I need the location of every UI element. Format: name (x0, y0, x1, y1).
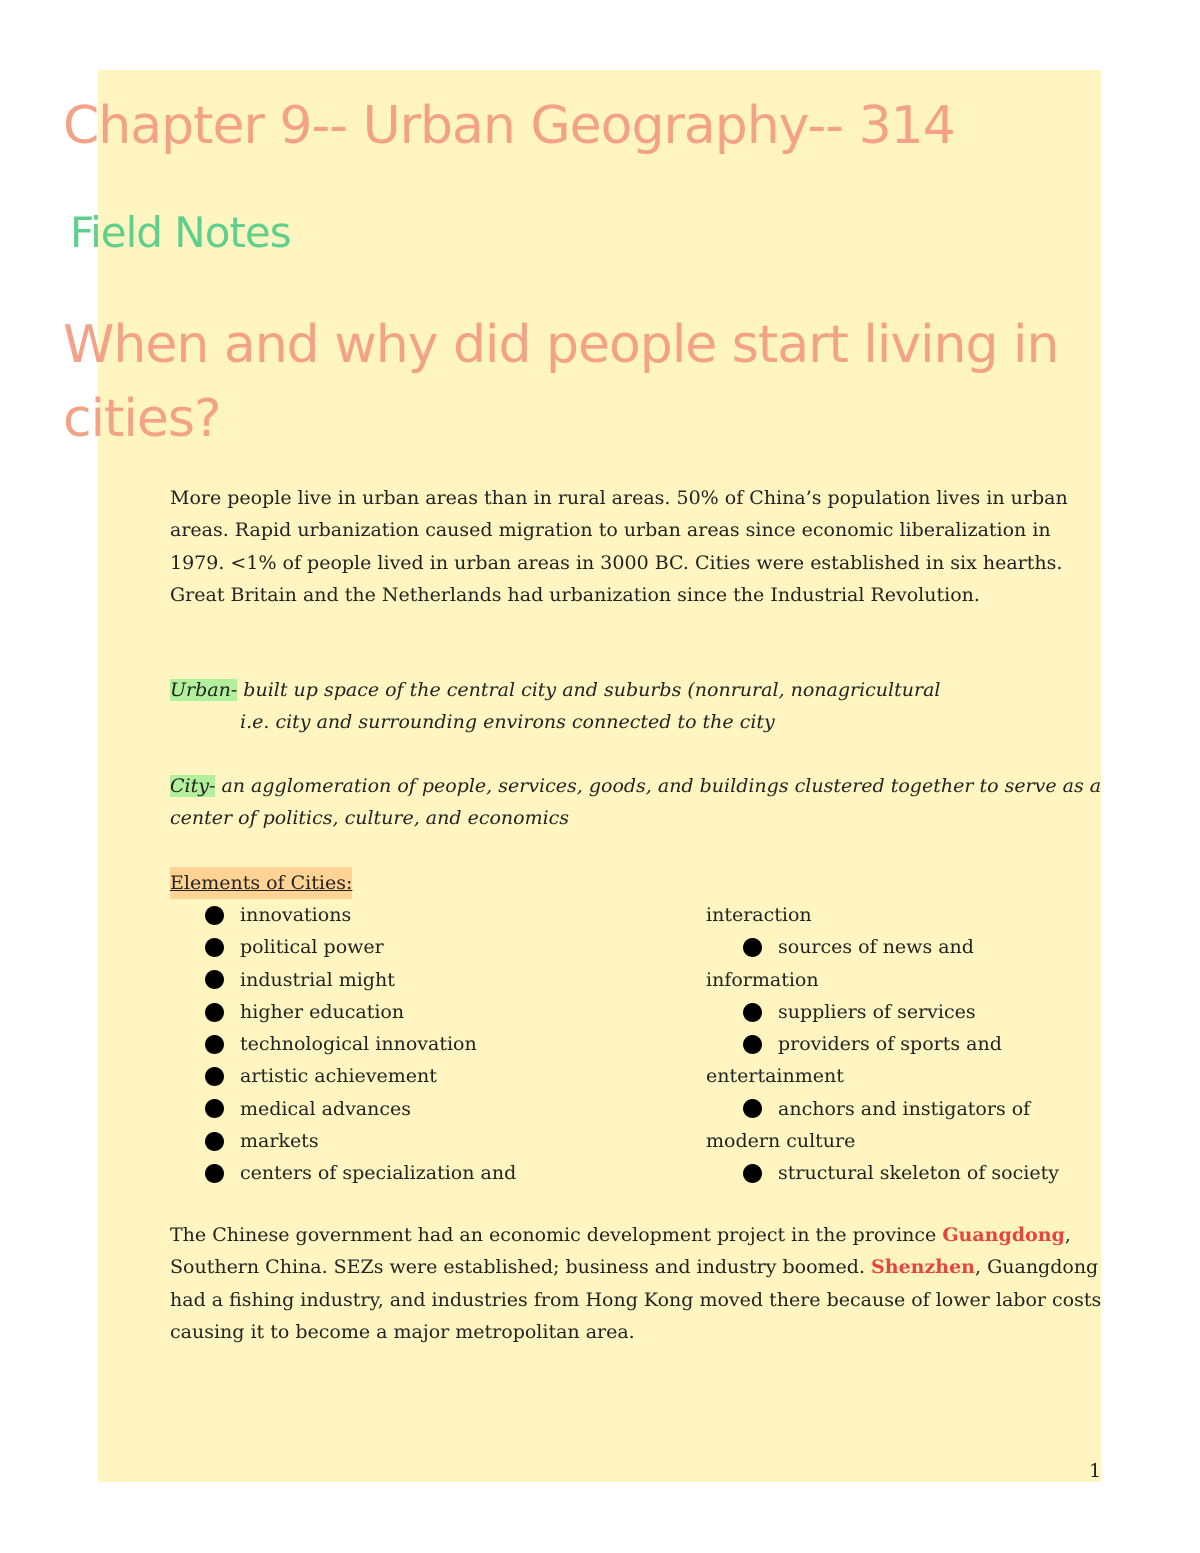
bullet-icon (205, 1099, 224, 1118)
list-item (706, 1093, 1106, 1125)
list-item-label: artistic achievement (240, 1065, 437, 1088)
term-urban: Urban- (170, 679, 238, 701)
list-item-continuation (706, 964, 1106, 996)
definition-urban-line (170, 674, 1110, 706)
list-item (706, 1028, 1106, 1060)
bullet-icon (205, 1035, 224, 1054)
place-guangdong: Guangdong (942, 1224, 1065, 1246)
definition-city-line (170, 770, 1110, 835)
list-item-label: industrial might (240, 968, 395, 991)
list-item-label: providers of sports and (778, 1033, 1002, 1056)
list-item-continuation (706, 1125, 1106, 1157)
list-item (706, 931, 1106, 963)
closing-paragraph (170, 1219, 1110, 1348)
closing-text-1: The Chinese government had an economic development project in the province (170, 1224, 943, 1246)
definition-urban-continuation-line (170, 706, 1110, 738)
bullet-icon (205, 1003, 224, 1022)
closing-text-3: , Guangdong had a fishing industry, and industries from Hong Kong moved there because of lower labor costs causing it to become a major metropolitan area. (170, 1256, 1102, 1343)
list-item-label: modern culture (706, 1130, 856, 1153)
bullet-icon (743, 1099, 762, 1118)
list-item-label: innovations (240, 904, 352, 926)
list-item (205, 1028, 685, 1060)
list-item-label: sources of news and (778, 936, 974, 959)
list-item-label: suppliers of services (778, 1000, 976, 1023)
definition-urban-continuation: i.e. city and surrounding environs connected to the city (240, 711, 775, 734)
list-item-label: anchors and instigators of (778, 1097, 1031, 1120)
list-item (706, 1157, 1106, 1189)
elements-list-left (205, 899, 685, 1190)
term-city: City- (170, 775, 216, 797)
bullet-icon (205, 1067, 224, 1086)
list-item-label: technological innovation (240, 1033, 477, 1056)
closing-text-2: , Southern China. SEZs were established; business and industry boomed. (170, 1224, 1071, 1279)
list-item (706, 996, 1106, 1028)
list-item-continuation (706, 899, 1106, 931)
list-item-label: interaction (706, 904, 812, 926)
list-item (205, 1157, 685, 1189)
elements-heading: Elements of Cities: (170, 867, 352, 899)
list-item-label: entertainment (706, 1065, 844, 1088)
list-item-continuation (706, 1060, 1106, 1092)
bullet-icon (743, 1003, 762, 1022)
list-item-label: information (706, 968, 819, 991)
list-item-label: markets (240, 1130, 319, 1153)
bullet-icon (743, 938, 762, 957)
bullet-icon (205, 938, 224, 957)
definition-city (170, 770, 1110, 835)
bullet-icon (205, 970, 224, 989)
bullet-icon (743, 1035, 762, 1054)
definition-urban (170, 674, 1110, 739)
list-item (205, 1060, 685, 1092)
list-item-label: medical advances (240, 1097, 412, 1120)
list-item (205, 1093, 685, 1125)
elements-list-right (706, 899, 1106, 1190)
chapter-title: Chapter 9-- Urban Geography-- 314 (63, 96, 955, 156)
list-item (205, 1125, 685, 1157)
list-item-label: structural skeleton of society (778, 1162, 1059, 1185)
list-item-label: higher education (240, 1000, 405, 1023)
definition-city-text: an agglomeration of people, services, goods, and buildings clustered together to serve as a center of politics, culture, and economics (170, 775, 1102, 830)
bullet-icon (743, 1164, 762, 1183)
list-item-label: centers of specialization and (240, 1162, 517, 1185)
page-number: 1 (1089, 1460, 1102, 1482)
intro-paragraph: More people live in urban areas than in rural areas. 50% of China’s population lives in urban areas. Rapid urbanization caused migration to urban areas since economic liberalization in 1979. <1% of people lived in urban areas in 3000 BC. Cities were established in six hearths. Great Britain and the Netherlands had urbanization since the Industrial Revolution. (170, 487, 1068, 606)
list-item (205, 931, 685, 963)
list-item (205, 964, 685, 996)
place-shenzhen: Shenzhen (871, 1256, 975, 1279)
bullet-icon (205, 1132, 224, 1151)
bullet-icon (205, 906, 224, 925)
definition-urban-text: built up space of the central city and suburbs (nonrural, nonagricultural (237, 679, 941, 701)
list-item-label: political power (240, 936, 384, 959)
bullet-icon (205, 1164, 224, 1183)
section-subtitle: Field Notes (70, 208, 291, 257)
list-item (205, 996, 685, 1028)
key-question-heading: When and why did people start living in cities? (63, 315, 1059, 449)
list-item (205, 899, 685, 931)
